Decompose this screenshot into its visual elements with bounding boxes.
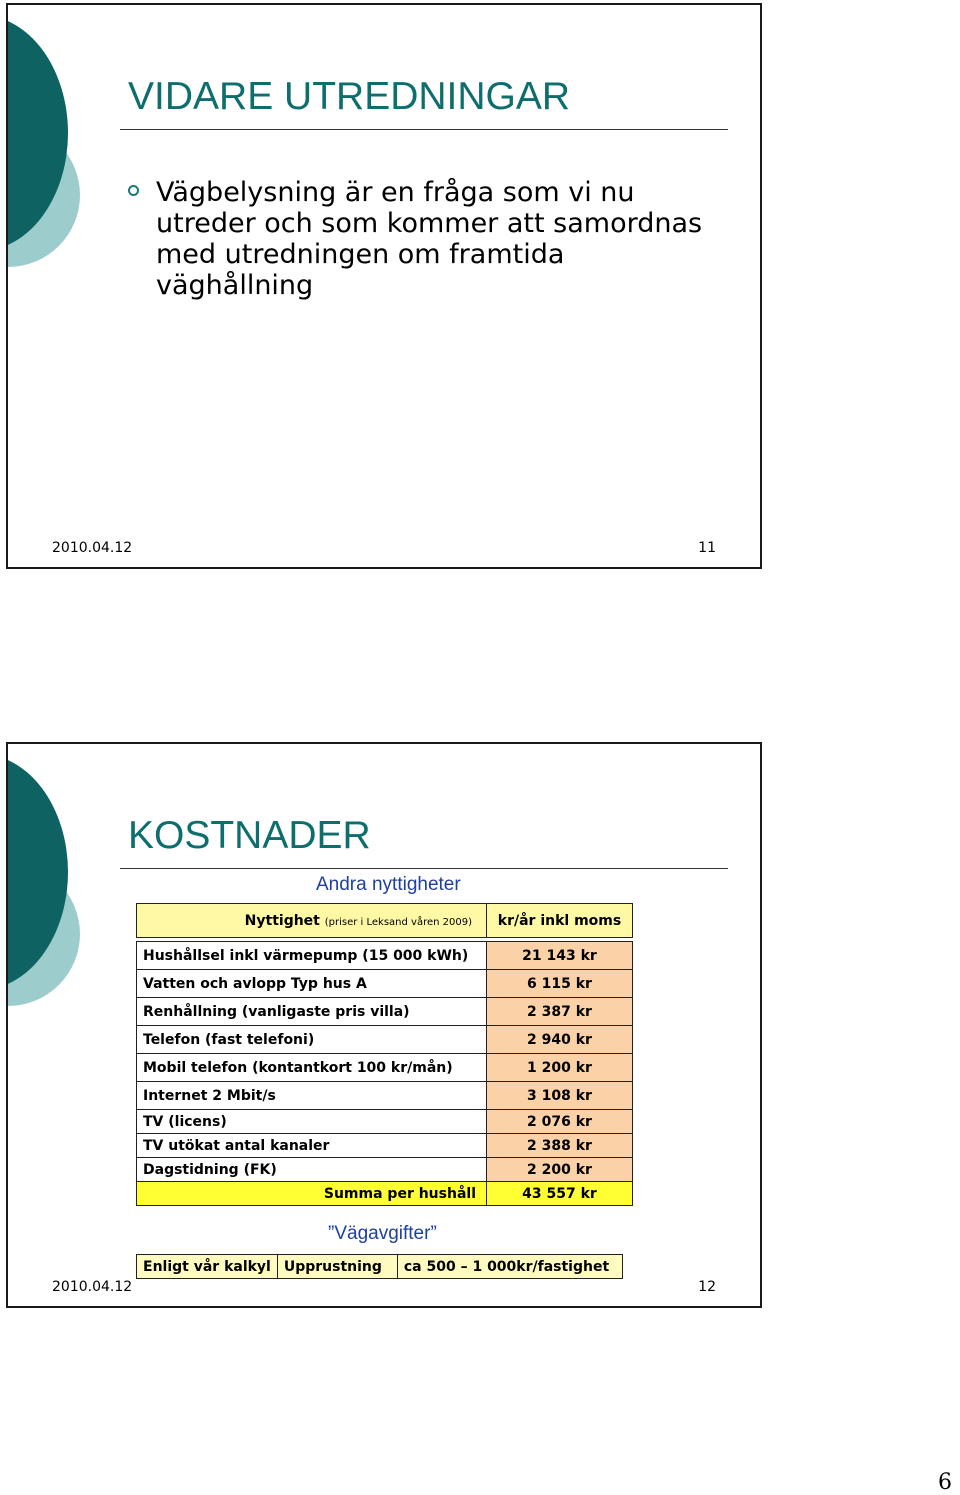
bullet-text: Vägbelysning är en fråga som vi nu utreder och som kommer att samordnas med utredningen om framtida väghållning <box>156 177 703 301</box>
row-value: 2 387 kr <box>487 998 633 1026</box>
table-row <box>137 1134 633 1158</box>
sum-label: Summa per hushåll <box>137 1182 487 1206</box>
title-divider <box>120 868 728 869</box>
road-fees-table <box>136 1254 623 1279</box>
row-label: Dagstidning (FK) <box>137 1158 487 1182</box>
row-label: Mobil telefon (kontantkort 100 kr/mån) <box>137 1054 487 1082</box>
slide-title: VIDARE UTREDNINGAR <box>128 75 571 118</box>
row-value: 3 108 kr <box>487 1082 633 1110</box>
table-row <box>137 942 633 970</box>
slide-date: 2010.04.12 <box>52 540 133 556</box>
header-label-cell <box>137 904 487 938</box>
bullet-circle-icon <box>128 185 139 196</box>
row-label: Telefon (fast telefoni) <box>137 1026 487 1054</box>
slide-decoration <box>8 744 98 1044</box>
title-divider <box>120 129 728 130</box>
row-value: 2 200 kr <box>487 1158 633 1182</box>
header-label: Nyttighet <box>244 912 320 929</box>
slide-number: 12 <box>698 1279 716 1295</box>
table-sum-row <box>137 1182 633 1206</box>
slide-number: 11 <box>698 540 716 556</box>
table-row <box>137 970 633 998</box>
sum-value: 43 557 kr <box>487 1182 633 1206</box>
bullet-item <box>128 177 728 301</box>
row-value: 1 200 kr <box>487 1054 633 1082</box>
table-row <box>137 1158 633 1182</box>
road-fees-col2: Upprustning <box>277 1255 397 1279</box>
row-label: Vatten och avlopp Typ hus A <box>137 970 487 998</box>
road-fees-col1: Enligt vår kalkyl <box>137 1255 278 1279</box>
table-subtitle: Andra nyttigheter <box>316 874 461 895</box>
table-row <box>137 1026 633 1054</box>
row-label: Internet 2 Mbit/s <box>137 1082 487 1110</box>
road-fees-heading: ”Vägavgifter” <box>328 1223 437 1244</box>
row-value: 2 076 kr <box>487 1110 633 1134</box>
row-value: 6 115 kr <box>487 970 633 998</box>
cost-table <box>136 903 633 1206</box>
header-note: (priser i Leksand våren 2009) <box>324 916 472 928</box>
row-value: 2 388 kr <box>487 1134 633 1158</box>
table-header-row <box>137 904 633 938</box>
slide-12 <box>6 742 762 1308</box>
slide-date: 2010.04.12 <box>52 1279 133 1295</box>
row-label: TV (licens) <box>137 1110 487 1134</box>
table-row <box>137 1082 633 1110</box>
slide-title: KOSTNADER <box>128 814 371 857</box>
row-value: 21 143 kr <box>487 942 633 970</box>
table-row <box>137 1110 633 1134</box>
table-row <box>137 998 633 1026</box>
page-number: 6 <box>938 1470 952 1495</box>
header-value: kr/år inkl moms <box>487 904 633 938</box>
road-fees-row <box>137 1255 623 1279</box>
road-fees-col3: ca 500 – 1 000kr/fastighet <box>397 1255 622 1279</box>
slide-11 <box>6 3 762 569</box>
row-label: TV utökat antal kanaler <box>137 1134 487 1158</box>
table-row <box>137 1054 633 1082</box>
slide-decoration <box>8 5 98 305</box>
row-label: Hushållsel inkl värmepump (15 000 kWh) <box>137 942 487 970</box>
row-value: 2 940 kr <box>487 1026 633 1054</box>
row-label: Renhållning (vanligaste pris villa) <box>137 998 487 1026</box>
